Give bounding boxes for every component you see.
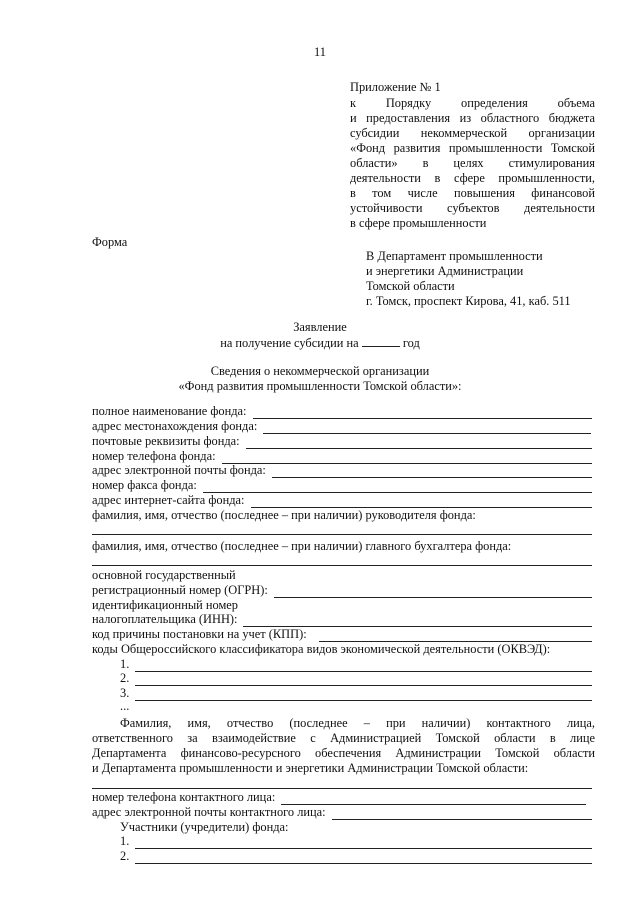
- okved-item-number: 3.: [120, 686, 130, 700]
- appendix-line: и предоставления из областного бюджета: [350, 111, 595, 125]
- inn-label: налогоплательщика (ИНН):: [92, 612, 238, 626]
- email-label: адрес электронной почты фонда:: [92, 463, 266, 477]
- document-title: Заявление: [293, 320, 347, 334]
- addressee-line: Томской области: [366, 279, 455, 293]
- okved-item-number: 1.: [120, 657, 130, 671]
- kpp-label: код причины постановки на учет (КПП):: [92, 627, 307, 641]
- full-name-label: полное наименование фонда:: [92, 404, 247, 418]
- contact-line: Департамента финансово-ресурсного обеспечения Администрации Томской области: [92, 746, 595, 760]
- contact-line: Фамилия, имя, отчество (последнее – при наличии) контактного лица,: [120, 716, 595, 730]
- website-field[interactable]: [92, 493, 592, 508]
- contact-phone-label: номер телефона контактного лица:: [92, 790, 276, 804]
- appendix-title: Приложение № 1: [350, 80, 441, 94]
- kpp-blank[interactable]: [319, 629, 592, 642]
- addressee-line: и энергетики Администрации: [366, 264, 524, 278]
- founder-item[interactable]: [120, 849, 592, 864]
- okved-item[interactable]: [120, 686, 592, 701]
- postal-blank[interactable]: [246, 436, 592, 449]
- full-name-blank[interactable]: [253, 406, 593, 419]
- inn-field[interactable]: [92, 612, 592, 627]
- addressee-line: г. Томск, проспект Кирова, 41, каб. 511: [366, 294, 571, 308]
- subtitle-year: год: [402, 336, 420, 350]
- ogrn-blank[interactable]: [274, 585, 592, 598]
- appendix-line: деятельности в сфере промышленности,: [350, 171, 595, 185]
- appendix-line: в том числе повышения финансовой: [350, 186, 595, 200]
- contact-line: и Департамента промышленности и энергетики Администрации Томской области:: [92, 761, 529, 775]
- ogrn-label-line1: основной государственный: [92, 568, 236, 582]
- appendix-line: в сфере промышленности: [350, 216, 487, 230]
- okved-item[interactable]: [120, 657, 592, 672]
- postal-label: почтовые реквизиты фонда:: [92, 434, 240, 448]
- info-heading-line1: Сведения о некоммерческой организации: [210, 364, 430, 378]
- email-blank[interactable]: [272, 465, 592, 478]
- email-field[interactable]: [92, 463, 592, 478]
- kpp-field[interactable]: [92, 627, 592, 642]
- director-label: фамилия, имя, отчество (последнее – при наличии) руководителя фонда:: [92, 508, 476, 522]
- founders-label: Участники (учредители) фонда:: [120, 820, 289, 834]
- addressee-block: [366, 249, 571, 309]
- addressee-line: В Департамент промышленности: [366, 249, 543, 263]
- fax-label: номер факса фонда:: [92, 478, 197, 492]
- postal-field[interactable]: [92, 434, 592, 449]
- location-label: адрес местонахождения фонда:: [92, 419, 258, 433]
- appendix-line: «Фонд развития промышленности Томской: [350, 141, 595, 155]
- contact-paragraph: [92, 716, 595, 776]
- contact-phone-field[interactable]: [92, 790, 586, 805]
- website-blank[interactable]: [251, 495, 593, 508]
- okved-item[interactable]: [120, 671, 592, 686]
- contact-phone-blank[interactable]: [281, 792, 586, 805]
- appendix-line: устойчивости субъектов деятельности: [350, 201, 595, 215]
- inn-label-line1: идентификационный номер: [92, 598, 239, 612]
- founder-item-blank[interactable]: [135, 836, 592, 849]
- founder-item-number: 1.: [120, 834, 130, 848]
- founder-item-number: 2.: [120, 849, 130, 863]
- phone-field[interactable]: [92, 449, 592, 464]
- full-name-field[interactable]: [92, 404, 592, 419]
- ogrn-field[interactable]: [92, 583, 592, 598]
- founder-item-blank[interactable]: [135, 851, 592, 864]
- founder-item[interactable]: [120, 834, 592, 849]
- fax-field[interactable]: [92, 478, 592, 493]
- page-number: 11: [314, 45, 326, 59]
- contact-email-blank[interactable]: [332, 807, 592, 820]
- appendix-line: области» в целях стимулирования: [350, 156, 595, 170]
- ogrn-label: регистрационный номер (ОГРН):: [92, 583, 268, 597]
- director-blank[interactable]: [92, 534, 592, 535]
- contact-line: ответственного за взаимодействие с Администрацией Томской области в лице: [92, 731, 595, 745]
- okved-ellipsis: ...: [120, 699, 130, 713]
- contact-email-field[interactable]: [92, 805, 592, 820]
- year-blank[interactable]: [362, 336, 400, 347]
- location-field[interactable]: [92, 419, 591, 434]
- okved-item-number: 2.: [120, 671, 130, 685]
- appendix-body: [350, 96, 595, 231]
- contact-email-label: адрес электронной почты контактного лица:: [92, 805, 326, 819]
- phone-label: номер телефона фонда:: [92, 449, 216, 463]
- fax-blank[interactable]: [203, 480, 592, 493]
- document-subtitle: [0, 336, 640, 351]
- appendix-line: к Порядку определения объема: [350, 96, 595, 110]
- form-label: Форма: [92, 235, 128, 249]
- okved-item-blank[interactable]: [135, 673, 592, 686]
- inn-blank[interactable]: [243, 614, 592, 627]
- subtitle-text: на получение субсидии на: [220, 336, 359, 350]
- okved-label: коды Общероссийского классификатора видов экономической деятельности (ОКВЭД):: [92, 642, 551, 656]
- okved-item-blank[interactable]: [135, 688, 592, 701]
- appendix-line: субсидии некоммерческой организации: [350, 126, 595, 140]
- info-heading-line2: «Фонд развития промышленности Томской области»:: [178, 379, 462, 393]
- location-blank[interactable]: [263, 421, 591, 434]
- accountant-label: фамилия, имя, отчество (последнее – при наличии) главного бухгалтера фонда:: [92, 539, 512, 553]
- accountant-blank[interactable]: [92, 565, 592, 566]
- website-label: адрес интернет-сайта фонда:: [92, 493, 245, 507]
- contact-name-blank[interactable]: [92, 788, 592, 789]
- appendix-header: [350, 80, 595, 231]
